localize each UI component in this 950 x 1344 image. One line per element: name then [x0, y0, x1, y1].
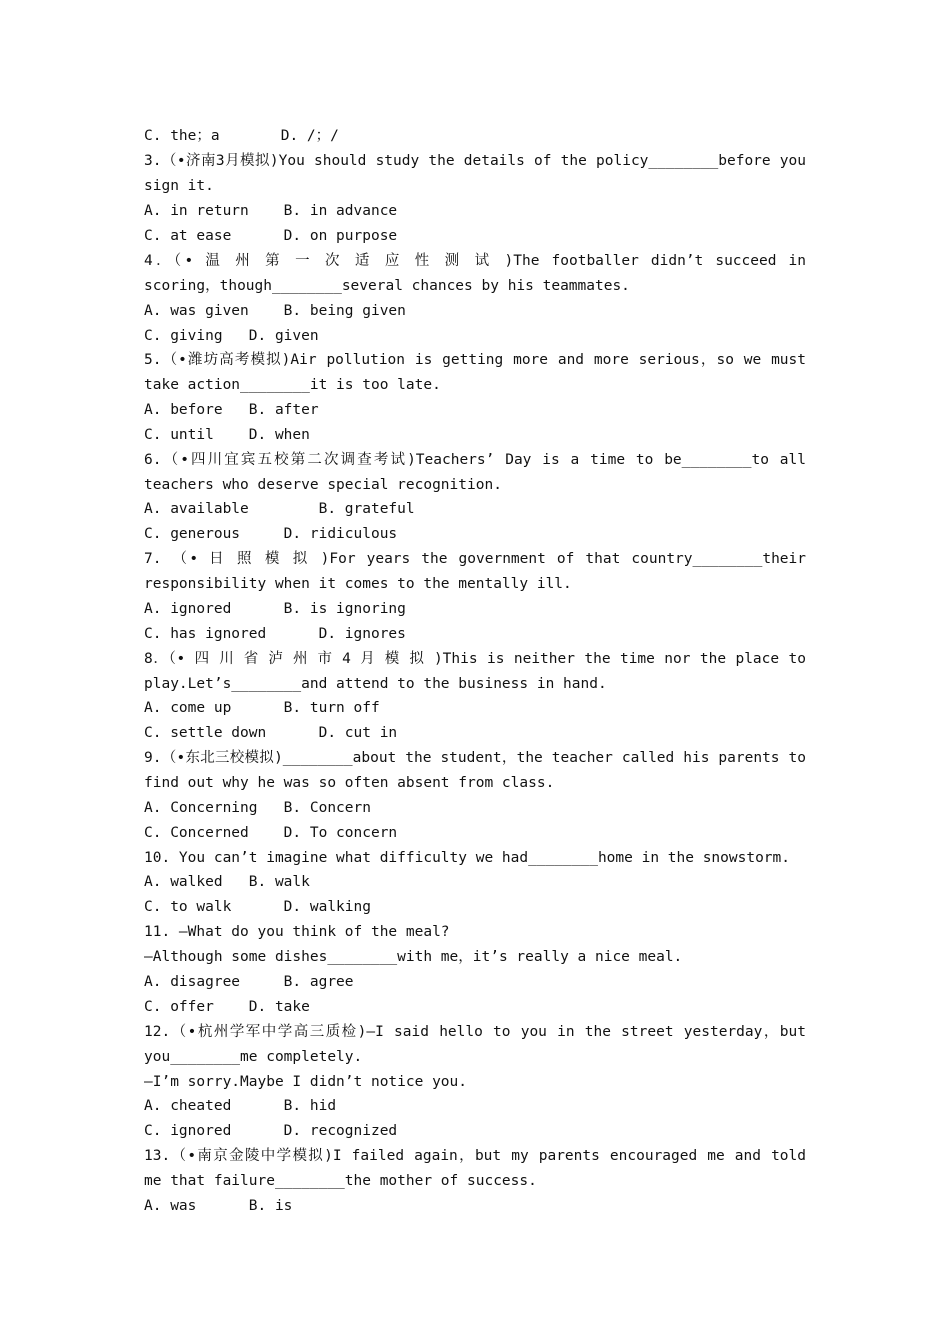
question-9: 9.（•东北三校模拟)________about the student，the teacher called his parents to [144, 750, 806, 766]
line: C. ignored D. recognized [144, 1123, 398, 1139]
line: A. available B. grateful [144, 501, 415, 517]
question-12: 12.（•杭州学军中学高三质检)—I said hello to you in the street yesterday，but [144, 1024, 806, 1040]
line: A. was B. is [144, 1198, 293, 1214]
line: A. walked B. walk [144, 874, 310, 890]
line: scoring，though________several chances by his teammates. [144, 278, 630, 294]
line: find out why he was so often absent from class. [144, 775, 555, 791]
line: C. until D. when [144, 427, 310, 443]
question-3: 3.（•济南3月模拟)You should study the details of the policy________before you [144, 153, 806, 169]
question-11: 11. —What do you think of the meal? [144, 924, 450, 940]
line: sign it. [144, 178, 214, 194]
line: A. Concerning B. Concern [144, 800, 371, 816]
line: C. offer D. take [144, 999, 310, 1015]
question-10: 10. You can’t imagine what difficulty we had________home in the snowstorm. [144, 850, 791, 866]
line: C. Concerned D. To concern [144, 825, 398, 841]
question-5: 5.（•潍坊高考模拟)Air pollution is getting more and more serious，so we must [144, 352, 806, 368]
line: —Although some dishes________with me，it’s really a nice meal. [144, 949, 683, 965]
line: C. to walk D. walking [144, 899, 371, 915]
line: A. come up B. turn off [144, 700, 380, 716]
line: take action________it is too late. [144, 377, 441, 393]
line: responsibility when it comes to the mentally ill. [144, 576, 572, 592]
line: teachers who deserve special recognition. [144, 477, 502, 493]
line: C. the；a D. /；/ [144, 128, 339, 144]
question-6: 6.（•四川宜宾五校第二次调查考试)Teachers’ Day is a time to be________to all [144, 452, 806, 468]
line: you________me completely. [144, 1049, 363, 1065]
question-4: 4．（• 温 州 第 一 次 适 应 性 测 试 )The footballer didn’t succeed in [144, 253, 806, 269]
question-13: 13.（•南京金陵中学模拟)I failed again，but my parents encouraged me and told [144, 1148, 806, 1164]
question-7: 7. （• 日 照 模 拟 )For years the government of that country________their [144, 551, 806, 567]
line: play.Let’s________and attend to the business in hand. [144, 676, 607, 692]
line: me that failure________the mother of success. [144, 1173, 537, 1189]
line: C. generous D. ridiculous [144, 526, 398, 542]
line: A. ignored B. is ignoring [144, 601, 406, 617]
line: —I’m sorry.Maybe I didn’t notice you. [144, 1074, 468, 1090]
question-8: 8．（• 四 川 省 泸 州 市 4 月 模 拟 )This is neither the time nor the place to [144, 651, 806, 667]
line: A. in return B. in advance [144, 203, 398, 219]
line: C. has ignored D. ignores [144, 626, 406, 642]
line: A. before B. after [144, 402, 319, 418]
line: C. at ease D. on purpose [144, 228, 398, 244]
line: A. disagree B. agree [144, 974, 354, 990]
line: A. cheated B. hid [144, 1098, 337, 1114]
line: C. settle down D. cut in [144, 725, 398, 741]
line: C. giving D. given [144, 328, 319, 344]
line: A. was given B. being given [144, 303, 406, 319]
